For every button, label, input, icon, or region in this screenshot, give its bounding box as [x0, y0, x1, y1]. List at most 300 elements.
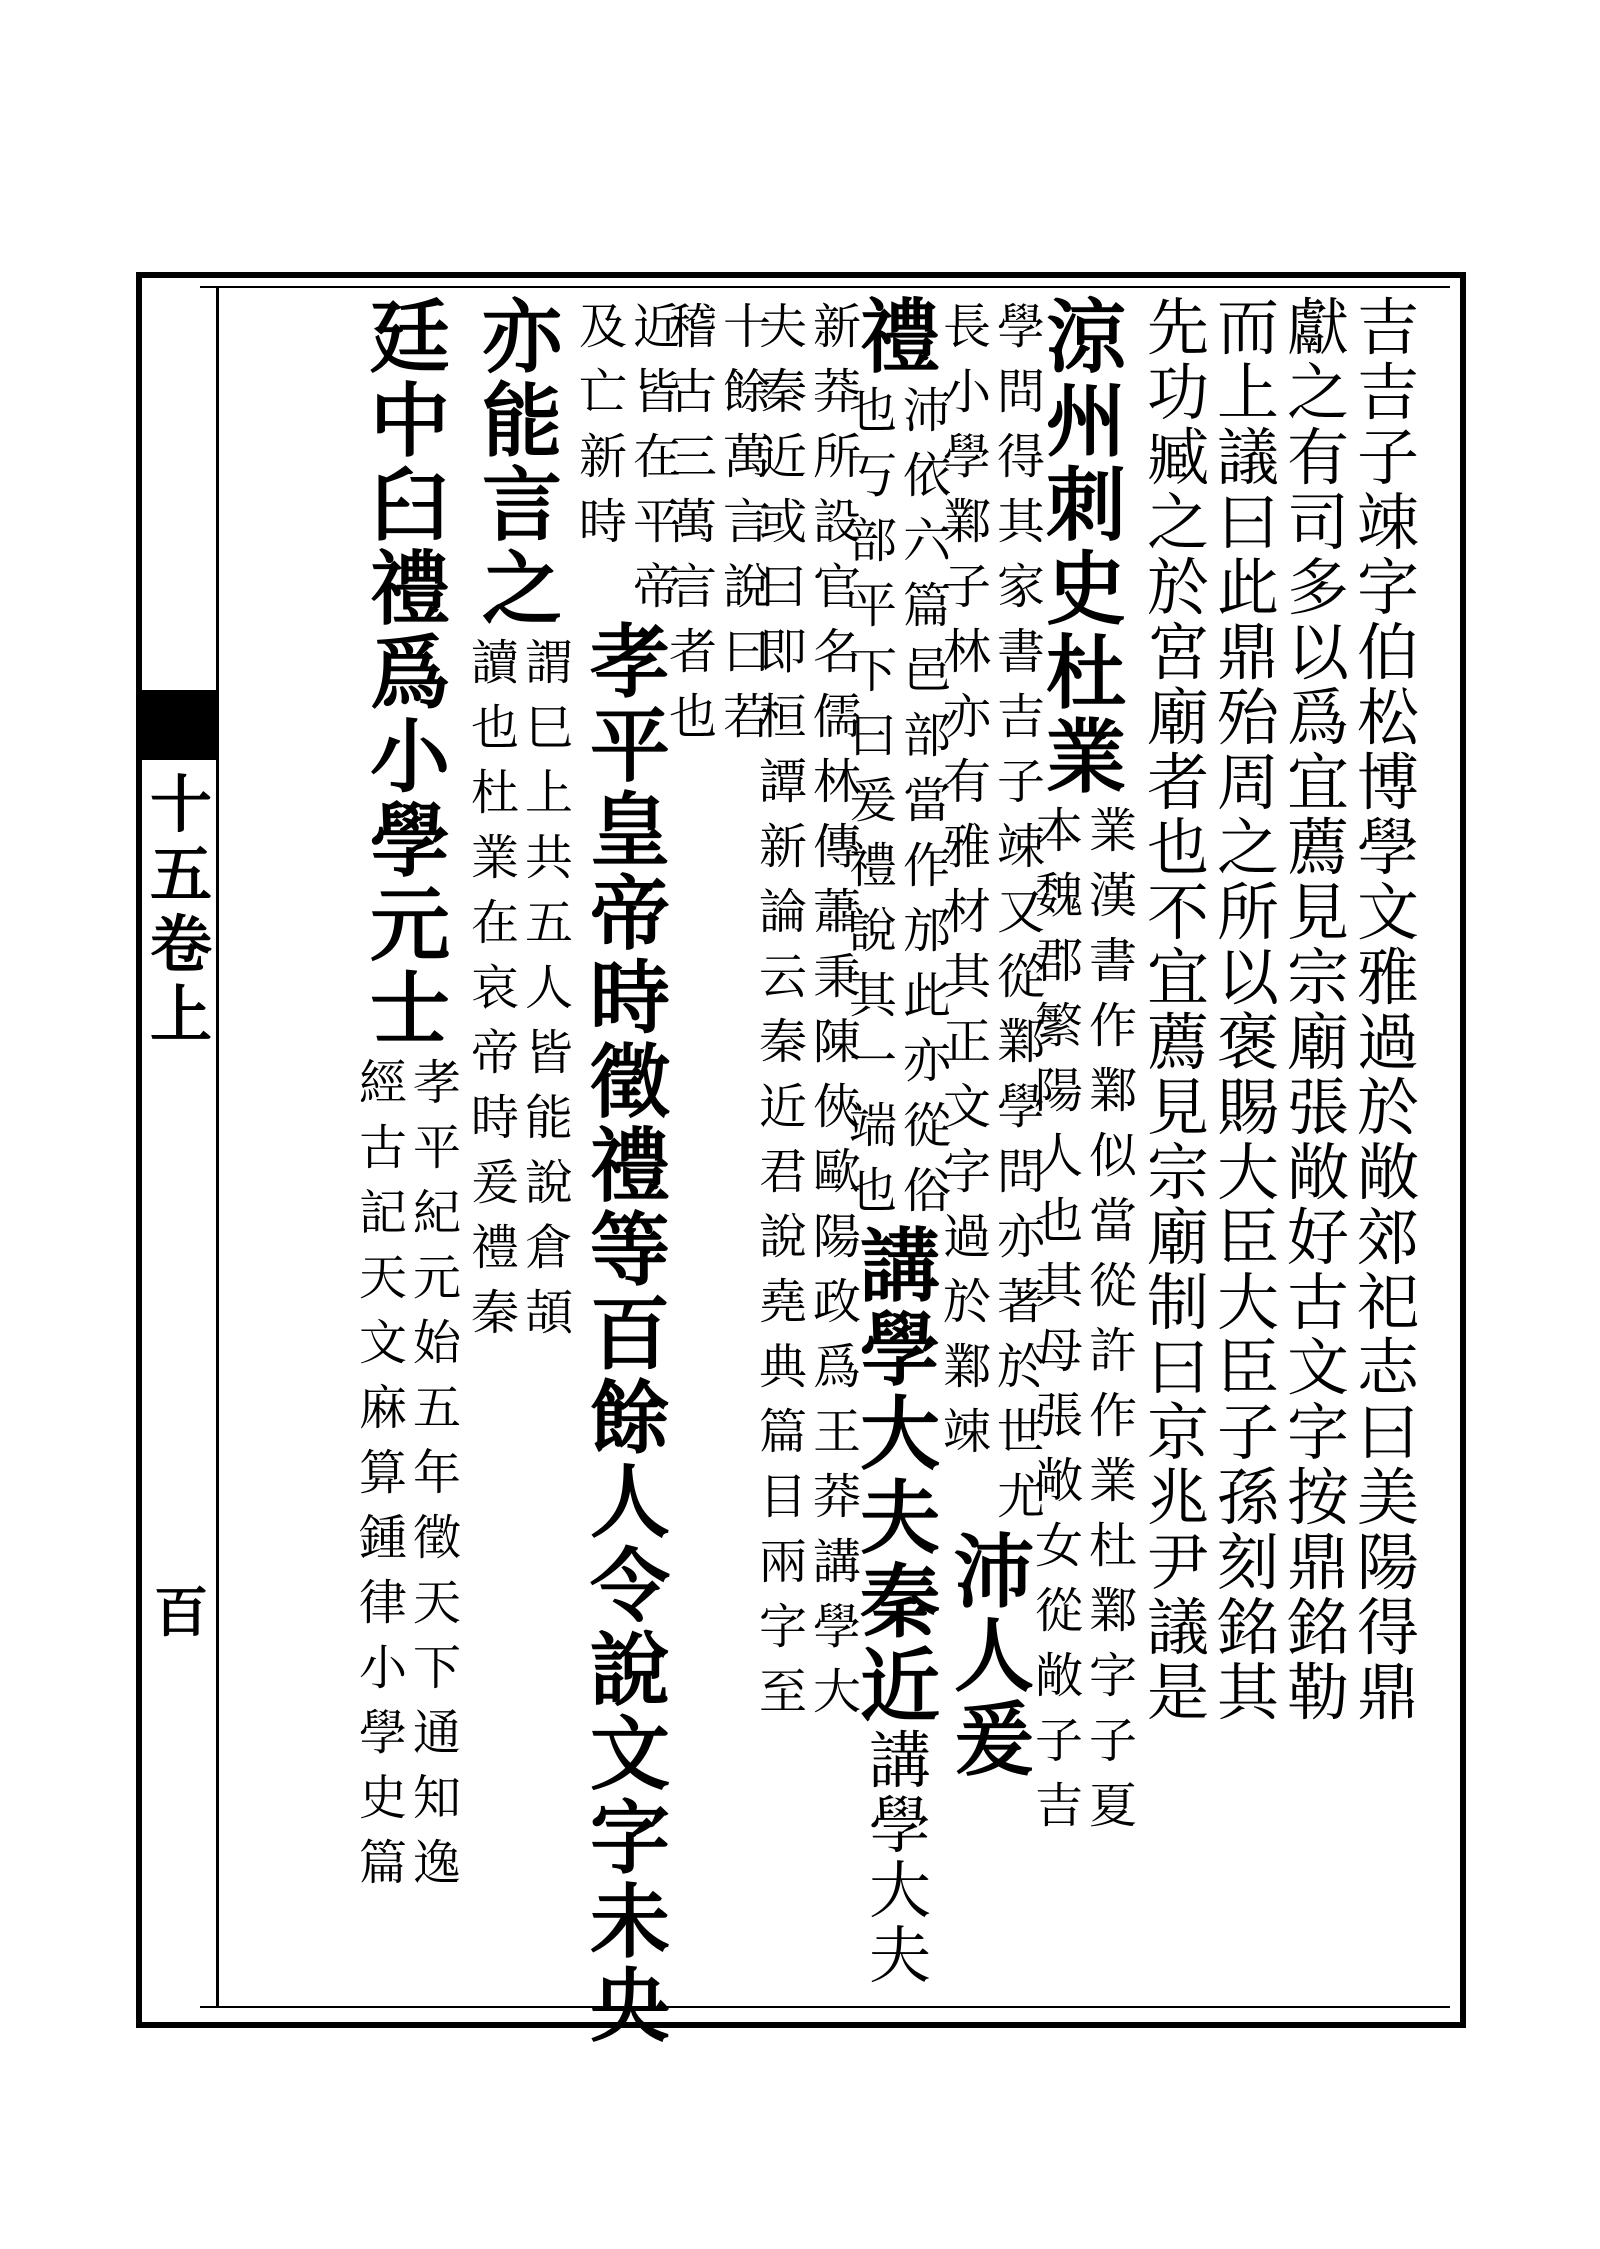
note-char: 敞 [1034, 1648, 1083, 1704]
note-char: 講 [812, 1534, 861, 1590]
text-char: 所 [1216, 876, 1279, 949]
text-char: 鼎 [1356, 1656, 1419, 1729]
note-char: 字 [942, 1144, 991, 1200]
note-char: 下 [412, 1640, 461, 1696]
text-char: 先 [1146, 291, 1209, 364]
note-char: 倉 [524, 1220, 573, 1276]
text-char: 其 [1216, 1656, 1279, 1729]
text-char: 上 [1216, 356, 1279, 429]
text-char: 之 [1286, 356, 1349, 429]
volume-label [146, 770, 216, 1050]
note-char: 能 [524, 1090, 573, 1146]
text-char: 學 [868, 1789, 931, 1862]
note-char: 古 [358, 1120, 407, 1176]
text-char: 見 [1286, 876, 1349, 949]
note-char: 亦 [902, 1033, 951, 1089]
note-char: 人 [1034, 1128, 1083, 1184]
text-char: 禮 [860, 290, 940, 384]
note-char: 鄴 [996, 1014, 1045, 1070]
text-char: 宮 [1146, 616, 1209, 689]
note-char: 學 [996, 299, 1045, 355]
note-char: 業 [470, 830, 519, 886]
note-char: 尤 [996, 1469, 1045, 1525]
text-char: 文 [1286, 1331, 1349, 1404]
note-char: 郡 [1034, 933, 1083, 989]
note-char: 譚 [758, 754, 807, 810]
text-char: 敞 [1286, 1136, 1349, 1209]
text-char: 央 [590, 1959, 670, 2053]
text-char: 亦 [482, 290, 562, 384]
note-char: 所 [812, 429, 861, 485]
text-char: 令 [590, 1539, 670, 1633]
text-char: 宜 [1286, 746, 1349, 819]
note-char: 正 [942, 1014, 991, 1070]
volume-char: 十 [149, 768, 212, 841]
text-char: 多 [1286, 551, 1349, 624]
text-char: 雅 [1356, 941, 1419, 1014]
note-char: 學 [942, 429, 991, 485]
text-char: 學 [1356, 811, 1419, 884]
note-char: 從 [1088, 1258, 1137, 1314]
text-char: 人 [954, 1609, 1034, 1703]
note-char: 三 [668, 429, 717, 485]
text-char: 司 [1286, 486, 1349, 559]
text-char: 宜 [1146, 941, 1209, 1014]
text-char: 學 [370, 794, 450, 888]
note-char: 篇 [758, 1404, 807, 1460]
note-char: 曰 [848, 708, 897, 764]
text-char: 殆 [1216, 681, 1279, 754]
text-char: 刺 [1046, 458, 1126, 552]
bottom-rule [200, 2006, 1450, 2008]
note-char: 目 [758, 1469, 807, 1525]
note-char: 也 [470, 700, 519, 756]
note-char: 家 [996, 559, 1045, 615]
note-char: 若 [722, 689, 771, 745]
note-char: 也 [1034, 1193, 1083, 1249]
volume-char: 卷 [149, 908, 212, 981]
text-char: 廷 [370, 290, 450, 384]
note-char: 萬 [722, 429, 771, 485]
text-char: 刻 [1216, 1526, 1279, 1599]
note-char: 頡 [524, 1285, 573, 1341]
text-char: 京 [1146, 1396, 1209, 1469]
note-char: 徵 [412, 1510, 461, 1566]
text-char: 百 [590, 1287, 670, 1381]
note-char: 曰 [722, 624, 771, 680]
note-char: 爰 [848, 773, 897, 829]
note-char: 秦 [758, 364, 807, 420]
text-char: 薦 [1286, 811, 1349, 884]
text-char: 大 [1216, 1136, 1279, 1209]
note-char: 學 [996, 1079, 1045, 1135]
text-char: 帝 [590, 867, 670, 961]
note-char: 天 [412, 1575, 461, 1631]
text-char: 吉 [1356, 356, 1419, 429]
text-char: 徵 [590, 1035, 670, 1129]
note-char: 得 [996, 429, 1045, 485]
note-char: 一 [848, 1033, 897, 1089]
text-column-c4 [1130, 291, 1226, 2000]
note-char: 從 [902, 1098, 951, 1154]
note-char: 始 [412, 1315, 461, 1371]
text-char: 好 [1286, 1201, 1349, 1274]
note-char: 巳 [524, 700, 573, 756]
note-char: 子 [1034, 1713, 1083, 1769]
note-char: 史 [358, 1770, 407, 1826]
note-char: 也 [848, 383, 897, 439]
note-char: 知 [412, 1770, 461, 1826]
note-char: 邑 [902, 643, 951, 699]
note-char: 兩 [758, 1534, 807, 1590]
note-char: 也 [848, 1163, 897, 1219]
note-char: 敞 [1034, 1453, 1083, 1509]
note-char: 至 [758, 1664, 807, 1720]
note-char: 天 [358, 1250, 407, 1306]
text-char: 制 [1146, 1266, 1209, 1339]
volume-char: 五 [149, 838, 212, 911]
text-char: 夫 [868, 1919, 931, 1992]
text-char: 士 [370, 962, 450, 1056]
note-char: 說 [848, 903, 897, 959]
annotation-pair [358, 1051, 462, 1896]
note-char: 學 [358, 1705, 407, 1761]
text-char: 小 [370, 710, 450, 804]
annotation-pair [668, 295, 772, 750]
text-char: 曰 [1356, 1396, 1419, 1469]
text-char: 鼎 [1286, 1526, 1349, 1599]
text-char: 近 [860, 1639, 940, 1733]
text-char: 以 [1286, 616, 1349, 689]
annotation-right [722, 295, 772, 750]
text-char: 杜 [1046, 626, 1126, 720]
note-char: 逸 [412, 1835, 461, 1891]
note-char: 字 [1088, 1648, 1137, 1704]
note-char: 爲 [812, 1339, 861, 1395]
text-char: 之 [482, 542, 562, 636]
note-char: 時 [470, 1090, 519, 1146]
text-char: 有 [1286, 421, 1349, 494]
note-char: 在 [632, 429, 681, 485]
note-char: 有 [942, 754, 991, 810]
text-char: 爰 [954, 1693, 1034, 1787]
note-char: 言 [668, 559, 717, 615]
text-char: 平 [590, 699, 670, 793]
text-char: 以 [1216, 941, 1279, 1014]
note-char: 其 [996, 494, 1045, 550]
note-char: 鄴 [1088, 1063, 1137, 1119]
text-char: 功 [1146, 356, 1209, 429]
text-char: 得 [1356, 1591, 1419, 1664]
note-char: 於 [996, 1339, 1045, 1395]
text-char: 等 [590, 1203, 670, 1297]
note-char: 政 [812, 1274, 861, 1330]
text-char: 松 [1356, 681, 1419, 754]
text-char: 鼎 [1216, 616, 1279, 689]
text-char: 禮 [590, 1119, 670, 1213]
text-char: 言 [482, 458, 562, 552]
note-char: 部 [848, 513, 897, 569]
text-char: 說 [590, 1623, 670, 1717]
text-char: 勒 [1286, 1656, 1349, 1729]
text-column-c12 [358, 290, 461, 2000]
text-char: 秦 [860, 1555, 940, 1649]
text-column-c9 [668, 295, 771, 2000]
note-char: 此 [902, 968, 951, 1024]
text-char: 祀 [1356, 1266, 1419, 1339]
note-char: 古 [668, 364, 717, 420]
text-char: 陽 [1356, 1526, 1419, 1599]
note-char: 竦 [942, 1404, 991, 1460]
note-char: 文 [942, 1079, 991, 1135]
text-char: 張 [1286, 1071, 1349, 1144]
note-char: 夏 [1088, 1778, 1137, 1834]
note-char: 篇 [902, 578, 951, 634]
text-char: 古 [1286, 1266, 1349, 1339]
note-char: 人 [524, 960, 573, 1016]
note-char: 秦 [470, 1285, 519, 1341]
note-char: 說 [524, 1155, 573, 1211]
note-char: 陳 [812, 1014, 861, 1070]
note-char: 秦 [758, 1014, 807, 1070]
note-char: 本 [1034, 803, 1083, 859]
note-char: 王 [812, 1404, 861, 1460]
note-char: 平 [632, 494, 681, 550]
note-char: 從 [1034, 1583, 1083, 1639]
note-char: 元 [412, 1250, 461, 1306]
note-char: 林 [942, 624, 991, 680]
note-char: 俗 [902, 1163, 951, 1219]
note-char: 帝 [470, 1025, 519, 1081]
text-char: 美 [1356, 1461, 1419, 1534]
text-char: 廟 [1146, 1201, 1209, 1274]
text-char: 伯 [1356, 616, 1419, 689]
text-char: 者 [1146, 746, 1209, 819]
text-char: 臧 [1146, 421, 1209, 494]
note-char: 官 [812, 559, 861, 615]
text-char: 周 [1216, 746, 1279, 819]
text-char: 宗 [1286, 941, 1349, 1014]
text-char: 臼 [370, 458, 450, 552]
note-char: 論 [758, 884, 807, 940]
annotation-right [412, 1051, 462, 1896]
note-char: 十 [722, 299, 771, 355]
note-char: 近 [758, 429, 807, 485]
note-char: 子 [996, 754, 1045, 810]
note-char: 亦 [996, 1209, 1045, 1265]
note-char: 萬 [668, 494, 717, 550]
note-char: 杜 [1088, 1518, 1137, 1574]
text-char: 議 [1146, 1591, 1209, 1664]
note-char: 鍾 [358, 1510, 407, 1566]
page-number: 百 [154, 1580, 208, 1644]
text-char: 吉 [1356, 291, 1419, 364]
text-char: 講 [860, 1219, 940, 1313]
note-char: 下 [848, 643, 897, 699]
text-char: 博 [1356, 746, 1419, 819]
note-char: 魏 [1034, 868, 1083, 924]
note-char: 餘 [722, 364, 771, 420]
note-char: 似 [1088, 1128, 1137, 1184]
note-char: 也 [668, 689, 717, 745]
text-char: 獻 [1286, 291, 1349, 364]
annotation-pair [470, 631, 574, 1346]
note-char: 曰 [758, 559, 807, 615]
note-char: 經 [358, 1055, 407, 1111]
note-char: 字 [758, 1599, 807, 1655]
note-char: 書 [996, 624, 1045, 680]
note-char: 時 [578, 494, 627, 550]
note-char: 作 [1088, 998, 1137, 1054]
note-char: 竦 [996, 819, 1045, 875]
note-char: 陽 [1034, 1063, 1083, 1119]
annotation-left [358, 1051, 408, 1896]
note-char: 依 [902, 448, 951, 504]
text-char: 字 [1286, 1396, 1349, 1469]
note-char: 繁 [1034, 998, 1083, 1054]
note-char: 子 [1088, 1713, 1137, 1769]
note-char: 小 [358, 1640, 407, 1696]
annotation-pair [758, 295, 862, 1725]
note-char: 即 [758, 624, 807, 680]
note-char: 算 [358, 1445, 407, 1501]
text-char: 中 [370, 374, 450, 468]
note-char: 母 [1034, 1323, 1083, 1379]
text-char: 褒 [1216, 1006, 1279, 1079]
note-char: 傳 [812, 819, 861, 875]
text-char: 禮 [370, 542, 450, 636]
note-char: 邡 [902, 903, 951, 959]
text-char: 是 [1146, 1656, 1209, 1729]
note-char: 杜 [470, 765, 519, 821]
note-char: 業 [1088, 803, 1137, 859]
note-char: 林 [812, 754, 861, 810]
note-char: 學 [812, 1599, 861, 1655]
text-char: 按 [1286, 1461, 1349, 1534]
text-char: 皇 [590, 783, 670, 877]
text-char: 曰 [1216, 486, 1279, 559]
text-char: 講 [868, 1724, 931, 1797]
note-char: 謂 [524, 635, 573, 691]
note-char: 丂 [848, 448, 897, 504]
note-char: 漢 [1088, 868, 1137, 924]
text-char: 見 [1146, 1071, 1209, 1144]
note-char: 夫 [758, 299, 807, 355]
text-column-c8 [758, 295, 861, 2000]
volume-char: 上 [149, 978, 212, 1051]
text-char: 銘 [1216, 1591, 1279, 1664]
text-char: 夫 [860, 1471, 940, 1565]
note-char: 女 [1034, 1518, 1083, 1574]
text-char: 廟 [1146, 681, 1209, 754]
note-char: 莽 [812, 364, 861, 420]
text-char: 賜 [1216, 1071, 1279, 1144]
note-char: 年 [412, 1445, 461, 1501]
annotation-left [470, 631, 520, 1346]
note-char: 從 [996, 949, 1045, 1005]
note-char: 張 [1034, 1388, 1083, 1444]
note-char: 名 [812, 624, 861, 680]
note-char: 近 [758, 1079, 807, 1135]
note-char: 及 [578, 299, 627, 355]
note-char: 過 [942, 1209, 991, 1265]
text-char: 文 [1356, 876, 1419, 949]
text-char: 大 [1216, 1266, 1279, 1339]
annotation-right [1088, 799, 1138, 1839]
note-char: 許 [1088, 1323, 1137, 1379]
note-char: 鄴 [942, 494, 991, 550]
text-char: 業 [1046, 710, 1126, 804]
top-rule [200, 286, 1450, 288]
text-char: 過 [1356, 1006, 1419, 1079]
text-char: 孝 [590, 615, 670, 709]
note-char: 大 [812, 1664, 861, 1720]
note-char: 者 [668, 624, 717, 680]
note-char: 篇 [358, 1835, 407, 1891]
note-char: 五 [412, 1380, 461, 1436]
text-char: 而 [1216, 291, 1279, 364]
text-char: 文 [590, 1707, 670, 1801]
note-char: 平 [848, 578, 897, 634]
text-char: 也 [1146, 811, 1209, 884]
note-char: 鄴 [942, 1339, 991, 1395]
note-char: 六 [902, 513, 951, 569]
note-char: 世 [996, 1404, 1045, 1460]
note-char: 禮 [470, 1220, 519, 1276]
annotation-right [996, 295, 1046, 1530]
note-char: 通 [412, 1705, 461, 1761]
note-char: 言 [722, 494, 771, 550]
text-char: 之 [1216, 811, 1279, 884]
note-char: 雅 [942, 819, 991, 875]
text-char: 能 [482, 374, 562, 468]
text-char: 廟 [1286, 1006, 1349, 1079]
text-char: 銘 [1286, 1591, 1349, 1664]
note-char: 說 [758, 1209, 807, 1265]
note-char: 秉 [812, 949, 861, 1005]
note-char: 陽 [812, 1209, 861, 1265]
note-char: 問 [996, 1144, 1045, 1200]
note-char: 莽 [812, 1469, 861, 1525]
text-char: 尹 [1146, 1526, 1209, 1599]
note-char: 新 [578, 429, 627, 485]
note-char: 沛 [902, 383, 951, 439]
text-char: 此 [1216, 551, 1279, 624]
note-char: 云 [758, 949, 807, 1005]
note-char: 當 [902, 773, 951, 829]
note-char: 作 [1088, 1388, 1137, 1444]
text-char: 臣 [1216, 1331, 1279, 1404]
note-char: 上 [524, 765, 573, 821]
note-char: 稽 [668, 299, 717, 355]
note-char: 皆 [632, 364, 681, 420]
text-char: 字 [1356, 551, 1419, 624]
note-char: 新 [758, 819, 807, 875]
text-char: 元 [370, 878, 450, 972]
annotation-right [902, 379, 952, 1224]
note-char: 問 [996, 364, 1045, 420]
annotation-right [632, 295, 682, 620]
annotation-pair [942, 295, 1046, 1530]
annotation-right [812, 295, 862, 1725]
text-char: 學 [860, 1303, 940, 1397]
text-char: 人 [590, 1455, 670, 1549]
text-char: 不 [1146, 876, 1209, 949]
text-char: 之 [1146, 486, 1209, 559]
text-char: 兆 [1146, 1461, 1209, 1534]
note-char: 麻 [358, 1380, 407, 1436]
note-char: 桓 [758, 689, 807, 745]
